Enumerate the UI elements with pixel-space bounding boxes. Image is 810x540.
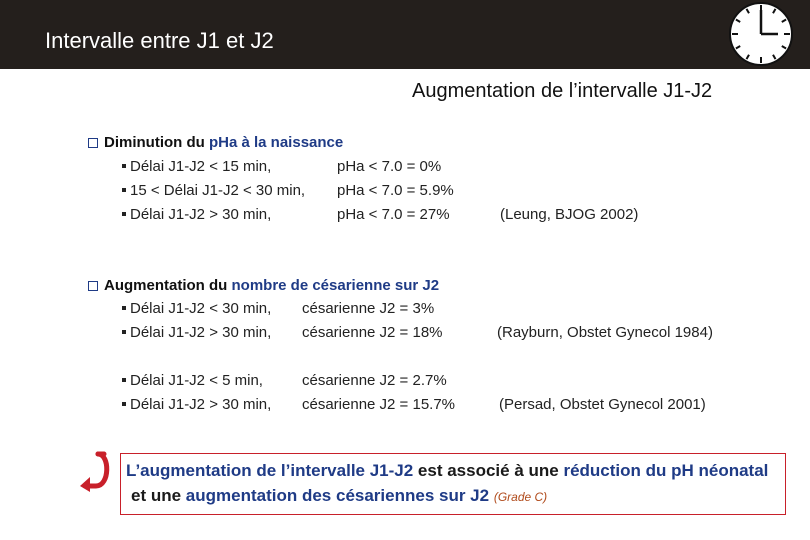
list-item-value: césarienne J2 = 15.7% <box>302 396 456 413</box>
list-item: Délai J1-J2 > 30 min, <box>122 396 271 413</box>
checkbox-bullet-icon <box>88 281 98 291</box>
list-item: Délai J1-J2 > 30 min, <box>122 324 271 341</box>
section2-heading: Augmentation du nombre de césarienne sur J2 <box>88 277 439 294</box>
list-item-value: pHa < 7.0 = 5.9% <box>337 182 454 199</box>
conclusion-line-1: L’augmentation de l’intervalle J1-J2 est associé à une réduction du pH néonatal <box>126 461 769 480</box>
bullet-icon <box>122 188 126 192</box>
list-item: Délai J1-J2 < 5 min, <box>122 372 263 389</box>
list-item: Délai J1-J2 > 30 min, <box>122 206 271 223</box>
list-item-value: pHa < 7.0 = 0% <box>337 158 442 175</box>
bullet-icon <box>122 212 126 216</box>
list-item: Délai J1-J2 < 15 min, <box>122 158 271 175</box>
list-item-value: césarienne J2 = 2.7% <box>302 372 447 389</box>
curved-arrow-icon <box>76 448 110 492</box>
list-item: 15 < Délai J1-J2 < 30 min, <box>122 182 305 199</box>
subtitle: Augmentation de l’intervalle J1-J2 <box>412 80 713 102</box>
bullet-icon <box>122 164 126 168</box>
checkbox-bullet-icon <box>88 138 98 148</box>
list-item: Délai J1-J2 < 30 min, <box>122 300 271 317</box>
list-item-value: césarienne J2 = 3% <box>302 300 435 317</box>
section1-heading: Diminution du pHa à la naissance <box>88 134 343 151</box>
reference-leung: (Leung, BJOG 2002) <box>500 206 639 223</box>
title-bar <box>0 0 810 69</box>
list-item-value: césarienne J2 = 18% <box>302 324 443 341</box>
bullet-icon <box>122 378 126 382</box>
list-item-value: pHa < 7.0 = 27% <box>337 206 450 223</box>
reference-rayburn: (Rayburn, Obstet Gynecol 1984) <box>497 324 713 341</box>
grade-label: (Grade C) <box>493 490 548 504</box>
clock-icon <box>726 0 796 69</box>
conclusion-box <box>120 453 786 515</box>
conclusion-line-2: et une augmentation des césariennes sur J2 (Grade C) <box>131 486 548 505</box>
bullet-icon <box>122 330 126 334</box>
slide-title: Intervalle entre J1 et J2 <box>45 28 274 53</box>
bullet-icon <box>122 306 126 310</box>
bullet-icon <box>122 402 126 406</box>
reference-persad: (Persad, Obstet Gynecol 2001) <box>499 396 706 413</box>
